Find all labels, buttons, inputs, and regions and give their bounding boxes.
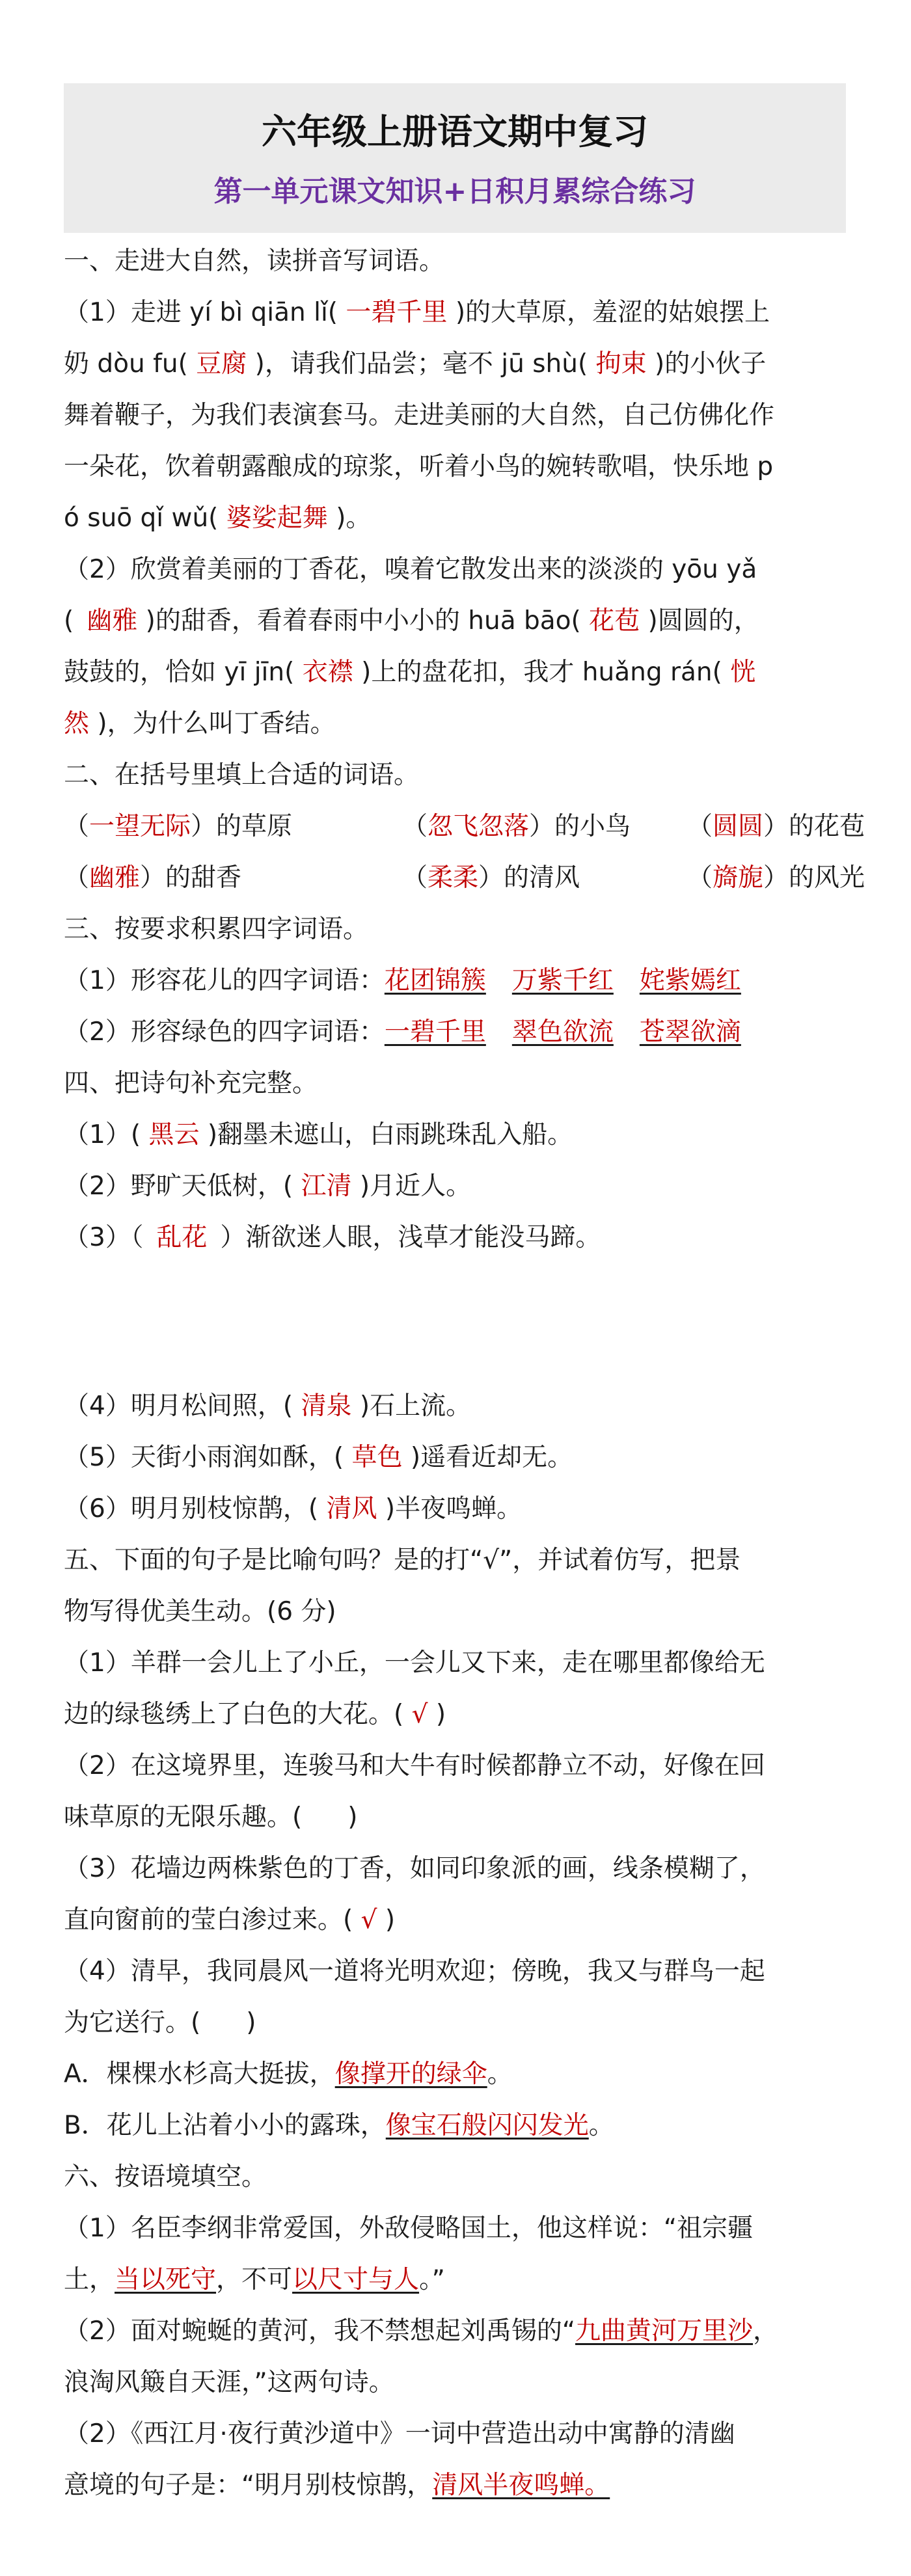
answer: 幽雅 [87,606,138,636]
answer: 柔柔 [428,863,479,892]
question-line: （2）《西江月·夜行黄沙道中》一词中营造出动中寓静的清幽 [64,2419,735,2449]
question-line: （3）花墙边两株紫色的丁香，如同印象派的画，线条模糊了， [64,1854,765,1883]
phrase-cell: （旖旎）的风光 [687,863,865,892]
answer: 拘束 [595,349,647,379]
question-line: （4）清早，我同晨风一道将光明欢迎；傍晚，我又与群鸟一起 [64,1957,765,1986]
section-1-line: ( 幽雅 )的甜香，看着春雨中小小的 huā bāo( 花苞 )圆圆的， [64,606,759,636]
poem-line: （5）天街小雨润如酥，( 草色 )遥看近却无。 [64,1443,573,1472]
question-line: 味草原的无限乐趣。( ) [64,1803,358,1832]
answer: 豆腐 [196,349,247,379]
section-1-line: 奶 dòu fu( 豆腐 )，请我们品尝；毫不 jū shù( 拘束 )的小伙子 [64,349,767,379]
section-2-row [64,801,865,852]
question-line: （2）面对蜿蜒的黄河，我不禁想起刘禹锡的“九曲黄河万里沙， [64,2316,779,2346]
answer: 圆圆 [713,812,764,841]
section-1-heading: 一、走进大自然，读拼音写词语。 [64,247,445,276]
answer: 江清 [301,1172,352,1201]
question-line: （1）名臣李纲非常爱国，外敌侵略国土，他这样说：“祖宗疆 [64,2214,754,2243]
answer: 旖旎 [713,863,764,892]
section-2-heading: 二、在括号里填上合适的词语。 [64,760,420,790]
answer: 乱花 [156,1223,208,1252]
section-1-line: 一朵花，饮着朝露酿成的琼浆，听着小鸟的婉转歌唱，快乐地 p [64,452,774,481]
poem-line: （1）( 黑云 )翻墨未遮山，白雨跳珠乱入船。 [64,1120,573,1149]
answer: 当以死守 [115,2265,217,2294]
answer: 然 [64,709,90,738]
section-6-heading: 六、按语境填空。 [64,2162,267,2192]
phrase-cell: （圆圆）的花苞 [687,812,865,841]
section-1-line: 然 )，为什么叫丁香结。 [64,709,336,738]
section-1-line: （1）走进 yí bì qiān lǐ( 一碧千里 )的大草原，羞涩的姑娘摆上 [64,298,770,327]
option-a: A．棵棵水杉高大挺拔，像撑开的绿伞。 [64,2059,513,2089]
answer: 幽雅 [89,863,141,892]
question-line: （1）羊群一会儿上了小丘，一会儿又下来，走在哪里都像给无 [64,1648,765,1678]
answer: 花团锦簇 [384,966,486,995]
answer: 一碧千里 [384,1017,486,1047]
section-3-heading: 三、按要求积累四字词语。 [64,915,369,944]
answer: 草色 [351,1443,403,1472]
section-5-heading: 五、下面的句子是比喻句吗？是的打“√”，并试着仿写，把景 [64,1546,741,1575]
answer: 以尺寸与人 [292,2265,420,2294]
phrase-cell: （柔柔）的清风 [402,863,580,892]
question-line: 为它送行。( ) [64,2008,256,2037]
page-title: 六年级上册语文期中复习 [262,111,648,152]
section-5-heading-cont: 物写得优美生动。(6 分) [64,1597,336,1626]
checkmark: √ [411,1700,428,1729]
question-line: 土，当以死守，不可以尺寸与人。” [64,2265,445,2294]
checkmark: √ [360,1905,377,1935]
answer: 恍 [730,658,756,687]
section-3-line: （2）形容绿色的四字词语：一碧千里 翠色欲流 苍翠欲滴 [64,1017,741,1047]
header-banner [64,83,846,233]
answer: 衣襟 [302,658,353,687]
question-line: 直向窗前的莹白渗过来。( √ ) [64,1905,396,1935]
section-3-line: （1）形容花儿的四字词语：花团锦簇 万紫千红 姹紫嫣红 [64,966,741,995]
worksheet-content [64,235,865,2511]
phrase-cell: （忽飞忽落）的小鸟 [402,812,631,841]
question-line: （2）在这境界里，连骏马和大牛有时候都静立不动，好像在回 [64,1751,765,1780]
poem-line: （4）明月松间照，( 清泉 )石上流。 [64,1391,472,1421]
answer: 清泉 [301,1391,352,1421]
answer: 忽飞忽落 [428,812,530,841]
section-1-line: ó suō qǐ wǔ( 婆娑起舞 )。 [64,503,372,533]
section-1-line: （2）欣赏着美丽的丁香花，嗅着它散发出来的淡淡的 yōu yǎ [64,555,757,584]
answer: 一望无际 [89,812,191,841]
section-1-line: 鼓鼓的，恰如 yī jīn( 衣襟 )上的盘花扣，我才 huǎng rán( 恍 [64,658,756,687]
poem-line: （3）（ 乱花 ）渐欲迷人眼，浅草才能没马蹄。 [64,1223,601,1252]
poem-line: （6）明月别枝惊鹊，( 清风 )半夜鸣蝉。 [64,1494,523,1523]
answer: 像宝石般闪闪发光 [385,2111,589,2140]
answer: 黑云 [148,1120,200,1149]
question-line: 浪淘风簸自天涯，”这两句诗。 [64,2368,394,2397]
answer: 花苞 [589,606,640,636]
answer: 姹紫嫣红 [639,966,741,995]
answer: 清风半夜鸣蝉。 [432,2471,610,2500]
phrase-cell: （幽雅）的甜香 [64,863,242,892]
page-subtitle: 第一单元课文知识+日积月累综合练习 [213,175,696,208]
question-line: 意境的句子是：“明月别枝惊鹊，清风半夜鸣蝉。 [64,2471,610,2500]
answer: 翠色欲流 [511,1017,614,1047]
answer: 苍翠欲滴 [639,1017,741,1047]
section-4-heading: 四、把诗句补充完整。 [64,1069,318,1098]
answer: 九曲黄河万里沙 [575,2316,754,2346]
option-b: B．花儿上沾着小小的露珠，像宝石般闪闪发光。 [64,2111,614,2140]
answer: 像撑开的绿伞 [334,2059,487,2089]
poem-line: （2）野旷天低树，( 江清 )月近人。 [64,1172,472,1201]
answer: 万紫千红 [511,966,614,995]
section-2-row [64,852,865,904]
answer: 婆娑起舞 [226,503,328,533]
question-line: 边的绿毯绣上了白色的大花。( √ ) [64,1700,446,1729]
section-1-line: 舞着鞭子，为我们表演套马。走进美丽的大自然，自己仿佛化作 [64,401,775,430]
answer: 一碧千里 [346,298,448,327]
answer: 清风 [326,1494,377,1523]
phrase-cell: （一望无际）的草原 [64,812,293,841]
